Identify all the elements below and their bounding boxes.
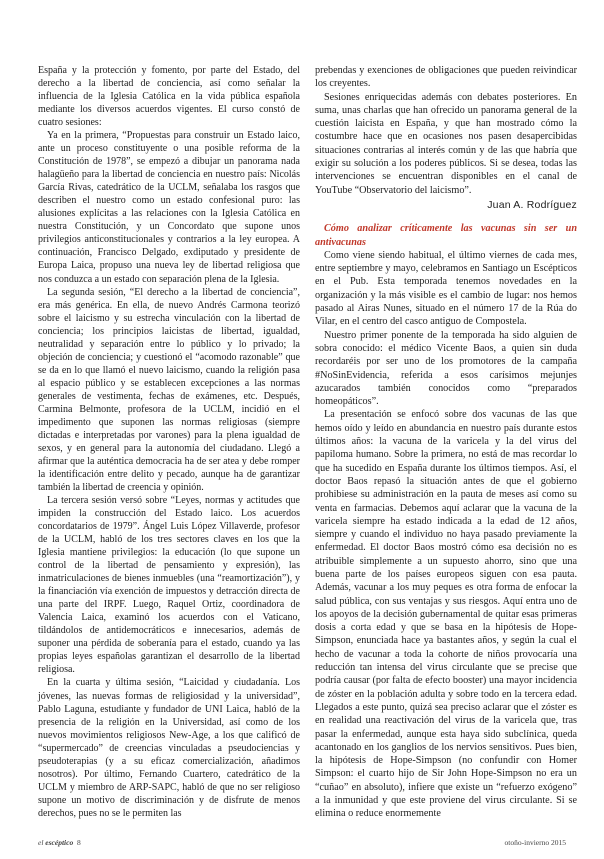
right-column — [315, 64, 577, 821]
magazine-brand — [38, 838, 73, 847]
brand-prefix: el — [38, 838, 44, 847]
footer-left — [38, 838, 81, 847]
paragraph: En la cuarta y última sesión, “Laicidad y ciudadanía. Los jóvenes, las nuevas formas de religiosidad y la universidad”, Pablo Laguna, estudiante y fundador de UNI Laica, habló de la presencia de la religión en la Universidad, así como de los nuevos movimientos religiosos New-Age, a los que calificó de “supermercado” de creencias vinculadas a pseudociencias y pseudoterapias (y a su eficaz comercialización, añadimos nosotros). Por último, Fernando Cuartero, catedrático de la UCLM y miembro de ARP-SAPC, habló de que no ser religioso supone un motivo de discriminación y de disfrute de menos derechos, pues no se le permiten las — [38, 677, 300, 819]
left-column — [38, 64, 300, 820]
paragraph: Como viene siendo habitual, el último viernes de cada mes, entre septiembre y mayo, celebramos en Santiago un Escépticos en el Pub. Esta temporada tenemos novedades en la organización y la más visible es el cambio de lugar: nos hemos pasado al Airas Nunes, situado en el número 17 de la Rúa do Vilar, en el centro del casco antiguo de Compostela. — [315, 249, 577, 328]
paragraph: prebendas y exenciones de obligaciones que pueden reivindicar los creyentes. — [315, 65, 577, 90]
article-signature: Juan A. Rodríguez — [487, 198, 577, 211]
paragraph: Nuestro primer ponente de la temporada ha sido alguien de sobra conocido: el médico Vicente Baos, a quien sin duda recordaréis por ser uno de los promotores de la campaña #NoSinEvidencia, referida a esos carísimos mejunjes azucarados también conocidos como “preparados homeopáticos”. — [315, 329, 577, 408]
paragraph: Ya en la primera, “Propuestas para construir un Estado laico, ante un proceso constituyente o una posible reforma de la Constitución de 1978”, se empezó a dibujar un panorama nada halagüeño para la libertad de conciencia en nuestro país: Nicolás García Rivas, catedrático de la UCLM, señalaba los rasgos que describen el nuestro como un estado confesional puro: las alusiones explícitas a las relaciones con la Iglesia Católica en nuestra Constitución, y un Concordato que supone unos privilegios anticonstitucionales y contrarios a la ley europea. A continuación, Francisco Delgado, exdiputado y presidente de Europa Laica, propuso una nueva ley de libertad religiosa que nos conduzca a un estado con separación plena de la Iglesia. — [38, 130, 300, 285]
paragraph: La tercera sesión versó sobre “Leyes, normas y actitudes que impiden la construcción del Estado laico. Los acuerdos concordatarios de 1979”. Ángel Luis López Villaverde, profesor de la UCLM, habló de los tres sectores claves en los que la Iglesia mantiene privilegios: la educación (lo que supone un control de la libertad de pensamiento y expresión), las inmatriculaciones de bienes inmuebles (una “reamortización”), y la financiación vía exención de impuestos y detracción directa de una parte del IRPF. Luego, Raquel Ortiz, coordinadora de Valencia Laica, examinó los acuerdos con el Vaticano, tildándolos de antidemocráticos e innecesarios, además de suponer una pérdida de soberanía para el estado, cuando ya las propias leyes españolas garantizan el desarrollo de la libertad religiosa. — [38, 495, 300, 676]
paragraph: La segunda sesión, “El derecho a la libertad de conciencia”, era más genérica. En ella, de nuevo Andrés Carmona teorizó sobre el laicismo y su estrecha vinculación con la libertad de conciencia; los principios laicistas de libertad, igualdad, neutralidad y separación entre lo público y lo privado; la objeción de conciencia; y cuestionó el “acomodo razonable” que se da en lo que llamó el nuevo laicismo, cuando la religión pasa al espacio público y se establecen excepciones a las normas generales de vestimenta, fechas de exámenes, etc. Después, Carmina Belmonte, profesora de la UCLM, incidió en el impedimento que suponen las normas religiosas (siempre dictadas e interpretadas por varones) para la plena igualdad de sexos, y en general para la autonomía del ciudadano. Llegó a afirmar que la auténtica democracia ha de ser atea y debe romper la identificación entre delito y pecado, aunque ha de garantizar también la libertad de creencia y opinión. — [38, 286, 300, 493]
brand-name: escéptico — [45, 838, 74, 847]
paragraph: Sesiones enriquecidas además con debates posteriores. En suma, unas charlas que han ofrecido un panorama general de la cuestión laicista en España, y que han mostrado cómo la costumbre hace que en ocasiones nos pasen desapercibidas situaciones contrarias al interés común y de las que habría que exigir su solución a los poderes públicos. Si se desea, todas las intervenciones se encuentran disponibles en el canal de YouTube “Observatorio del laicismo”. — [315, 91, 577, 196]
paragraph: La presentación se enfocó sobre dos vacunas de las que hemos oído y leído en abundancia en nuestro país durante estos últimos años: la vacuna de la varicela y la del virus del papiloma humano. Sobre la primera, no está de mas recordar lo que ha sucedido en España durante los últimos tiempos. Así, el doctor Baos repasó la situación antes de que el gobierno prohibiese su administración en la pauta de meses así como su venta en farmacias. Debemos aquí aclarar que la vacuna de la varicela siempre ha estado indicada a la edad de 12 años, siempre y cuando el individuo no haya pasado previamente la enfermedad. El doctor Baos mostró cómo esa decisión no es atribuible simplemente a un supuesto ahorro, sino que una buena parte de los países europeos siguen con esa pauta. Además, vacunar a los muy peques es otra forma de enfocar la salud pública, con sus ventajas y sus riesgos. Aquí entra uno de los apoyos de la decisión gubernamental de quitar esas primeras dosis a corta edad y que se basa en la hipótesis de Hope-Simpson, enunciada hace ya bastantes años, y según la cual el hecho de vacunar a toda la cohorte de niños provocaría una reducción tan intensa del virus circulante que se precise que podría causar (por falta de efecto booster) una mayor incidencia de zóster en la población adulta y sobre todo en la tercera edad. Llegados a este punto, quizá sea preciso aclarar que el zóster es en realidad una reactivación del virus de la varicela que, tras pasar la enfermedad, aunque esta haya sido subclínica, queda acantonado en los ganglios de los nervios sensitivos. Pues bien, la hipótesis de Hope-Simpson (no confundir con Homer Simpson: el cuarto hijo de Sir John Hope-Simpson no era un “cuñao” en absoluto), infiere que existe un “refuerzo exógeno” a la inmunidad y que este proviene del virus circulante. Si se elimina o reduce enormemente — [315, 409, 577, 820]
paragraph: España y la protección y fomento, por parte del Estado, del derecho a la libertad de conciencia, así como señalar la influencia de la Iglesia Católica en la vida pública española mediante los diversos acuerdos vigentes. El curso constó de cuatro sesiones: — [38, 65, 300, 129]
footer-issue: otoño-invierno 2015 — [504, 838, 566, 847]
page-number: 8 — [76, 838, 81, 847]
section-heading: Cómo analizar críticamente las vacunas sin ser un antivacunas — [315, 223, 577, 248]
